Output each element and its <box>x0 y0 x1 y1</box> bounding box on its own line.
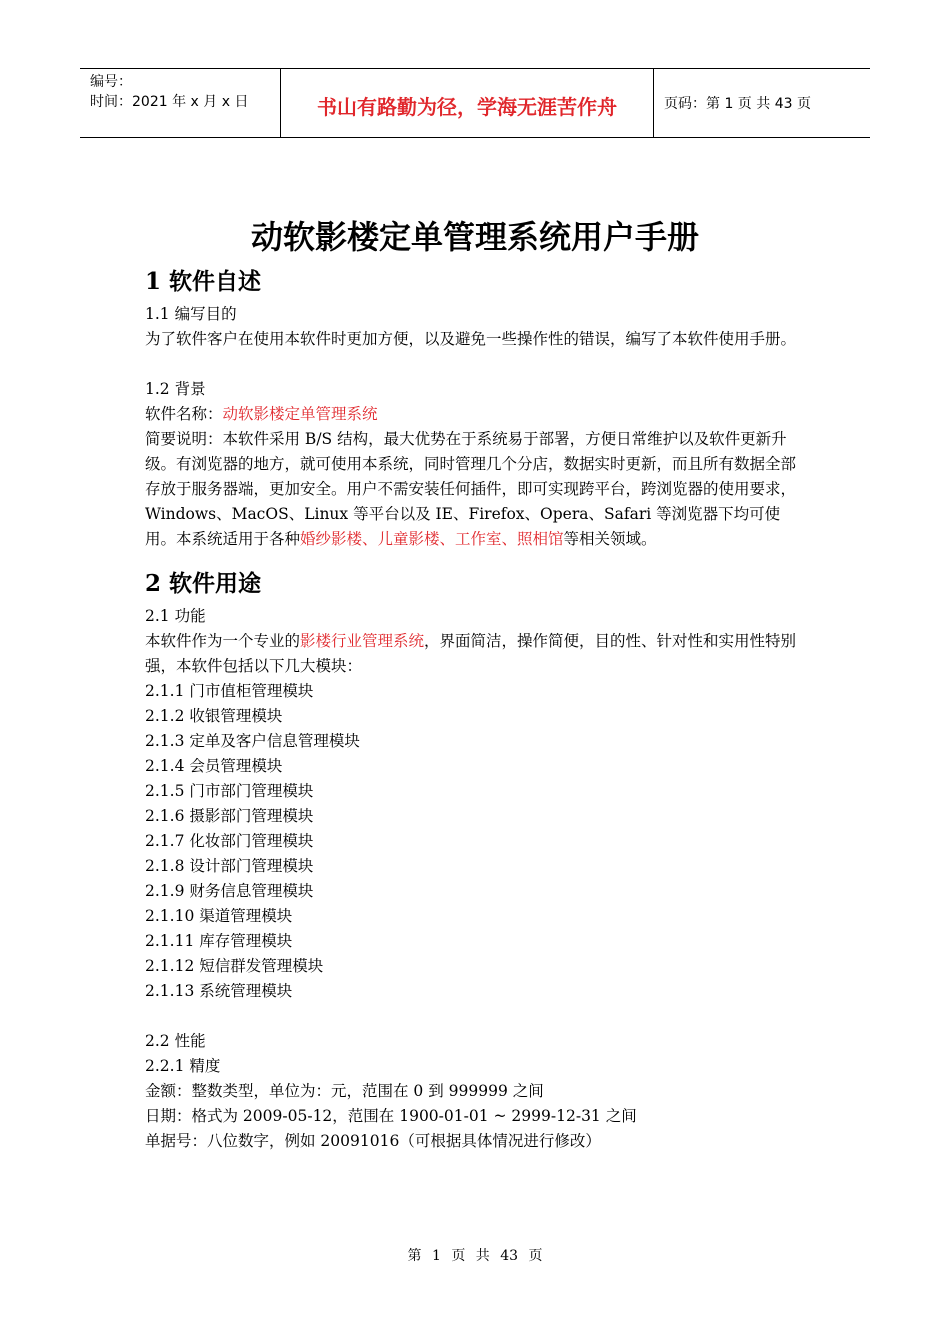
description-text: 简要说明：本软件采用 B/S 结构，最大优势在于系统易于部署，方便日常维护以及软件更新升级。有浏览器的地方，就可使用本系统，同时管理几个分店，数据实时更新，而且所有数据全部存放于服务器端，更加安全。用户不需安装任何插件，即可实现跨平台，跨浏览器的使用要求，Windows、MacOS、Linux 等平台以及 IE、Firefox、Opera、Safari 等浏览器下均可使用。本系统适用于各种 <box>145 430 797 548</box>
doc-number-precision: 单据号：八位数字，例如 20091016（可根据具体情况进行修改） <box>145 1132 601 1150</box>
document-body <box>145 262 810 1154</box>
module-item: 2.1.9 财务信息管理模块 <box>145 882 314 900</box>
module-item: 2.1.7 化妆部门管理模块 <box>145 832 314 850</box>
footer-page-number: 1 <box>431 1248 441 1264</box>
function-intro <box>145 629 810 679</box>
footer-word: 第 <box>407 1248 422 1264</box>
description-red-text: 婚纱影楼、儿童影楼、工作室、照相馆 <box>300 530 564 548</box>
header-page-info: 页码：第 1 页 共 43 页 <box>664 96 811 112</box>
page-footer <box>0 1245 950 1265</box>
section-1-1-heading: 1.1 编写目的 <box>145 305 237 323</box>
section-1-heading: 1 软件自述 <box>145 268 262 295</box>
module-item: 2.1.12 短信群发管理模块 <box>145 957 324 975</box>
description-tail: 等相关领域。 <box>563 530 657 548</box>
header-left-cell <box>80 69 281 137</box>
section-1-2-heading: 1.2 背景 <box>145 380 206 398</box>
module-item: 2.1.10 渠道管理模块 <box>145 907 293 925</box>
module-item: 2.1.4 会员管理模块 <box>145 757 283 775</box>
footer-word: 页 <box>451 1248 466 1264</box>
function-intro-pre: 本软件作为一个专业的 <box>145 632 301 650</box>
footer-total-pages: 43 <box>500 1248 519 1264</box>
section-2-heading: 2 软件用途 <box>145 570 262 597</box>
date-precision: 日期：格式为 2009-05-12，范围在 1900-01-01 ~ 2999-12-31 之间 <box>145 1107 637 1125</box>
software-name-line <box>145 402 810 427</box>
footer-word: 共 <box>475 1248 490 1264</box>
header-motto: 书山有路勤为径，学海无涯苦作舟 <box>281 69 654 137</box>
function-intro-post: ，界面简洁，操作简便，目的性、针对性和实用性特别强，本软件包括以下几大模块： <box>145 632 797 675</box>
description-paragraph <box>145 427 810 552</box>
section-2-2-1-heading: 2.2.1 精度 <box>145 1057 221 1075</box>
number-label: 编号： <box>90 74 132 90</box>
module-item: 2.1.1 门市值柜管理模块 <box>145 682 314 700</box>
module-item: 2.1.8 设计部门管理模块 <box>145 857 314 875</box>
amount-precision: 金额：整数类型，单位为：元，范围在 0 到 999999 之间 <box>145 1082 544 1100</box>
footer-word: 页 <box>528 1248 543 1264</box>
module-item: 2.1.11 库存管理模块 <box>145 932 293 950</box>
module-item: 2.1.13 系统管理模块 <box>145 982 293 1000</box>
module-item: 2.1.6 摄影部门管理模块 <box>145 807 314 825</box>
section-1-1-text: 为了软件客户在使用本软件时更加方便，以及避免一些操作性的错误，编写了本软件使用手册。 <box>145 330 797 348</box>
software-name-label: 软件名称： <box>145 405 223 423</box>
header-table <box>80 68 870 138</box>
section-2-1-heading: 2.1 功能 <box>145 607 206 625</box>
document-title: 动软影楼定单管理系统用户手册 <box>250 218 699 256</box>
module-item: 2.1.3 定单及客户信息管理模块 <box>145 732 360 750</box>
module-item: 2.1.2 收银管理模块 <box>145 707 283 725</box>
function-intro-red: 影楼行业管理系统 <box>300 632 425 650</box>
module-item: 2.1.5 门市部门管理模块 <box>145 782 314 800</box>
time-label: 时间：2021 年 x 月 x 日 <box>90 94 249 110</box>
section-2-2-heading: 2.2 性能 <box>145 1032 206 1050</box>
software-name-value: 动软影楼定单管理系统 <box>222 405 378 423</box>
